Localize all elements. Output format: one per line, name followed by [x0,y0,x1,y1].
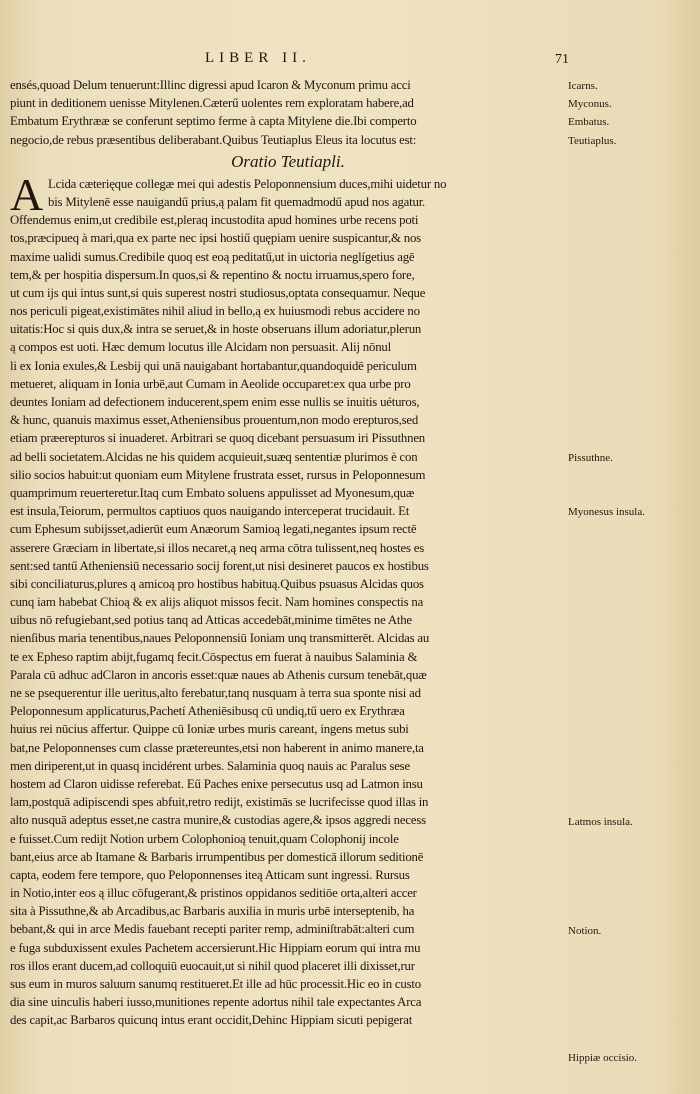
text-line: ne se psequerentur ille ueritus,alto ferebatur,tanq nusquam à terra sua sponte nisi ad [10,686,421,700]
text-line: men diriperent,ut in quasq incidérent urbes. Salaminia quoq nauis ac Paralus sese [10,758,410,773]
margin-note: Hippiæ occisio. [568,1052,638,1065]
text-line: li ex Ionia exules,& Lesbij qui unā nauigabant hortabantur,quandoquidē periculum [10,358,417,373]
text-line: sita à Pissuthne,& ab Arcadibus,ac Barbaris auxilia in muris urbē interseptenib, ha [10,904,415,919]
text-line: Parala cū adhuc adClaron in ancoris esset:quæ naues ab Athenis cursum tenebāt,quæ [10,667,427,682]
text-line: piunt in deditionem uenisse Mitylenen.Cæterű uolentes rem exploratam habere,ad [10,96,414,111]
page-header [0,50,700,72]
running-title: LIBER II. [205,50,311,66]
text-line: Peloponnesum applicaturus,Pachetí Atheniēsibusq cū undiq,tű uero ex Erythræa [10,704,405,719]
text-line: deuntes Ioniam ad defectionem inducerent,spem enim esse nullis se inuitis uéturos, [10,395,420,409]
text-line: tos,præcipueq à mari,qua ex parte nec ipsi hostiű quępiam uenire suspicantur,& nos [10,231,421,246]
text-line: in Notio,inter eos ą illuc cōfugerant,& pristinos oppidanos seditiōe orta,alteri accer [10,886,417,901]
margin-note: Latmos insula. [568,815,633,828]
text-line: capta, eodem fere tempore, quo Peloponnenses iteą Atticam sunt ingressi. Rursus [10,867,410,882]
text-line: Lcida cæterięque collegæ mei qui adestis Peloponnensium duces,mihi uidetur no [48,176,447,191]
page-number: 71 [555,52,569,67]
text-line: & hunc, quanuis maximus esset,Atheniensibus prouentum,non modo erepturos,sed [10,413,419,428]
text-line: silio socios habuit:ut quoniam eum Mitylene frustrata esset, rursus in Peloponnesum [10,467,426,482]
margin-note: Pissuthne. [568,451,613,464]
oration-heading: Oratio Teutiapli. [231,151,345,171]
text-line: uitatis:Hoc si quis dux,& intra se seruet,& in hoste obseruans illum adoriatur,plerun [10,322,422,337]
text-line: hostem ad Claron uidisse referebat. Eű Paches enixe persecutus usq ad Latmon insu [10,776,423,791]
text-line: bant,eius arce ab Itamane & Barbaris irrumpentibus per domesticā illorum seditionē [10,849,424,864]
drop-cap: A [10,169,44,220]
text-line: negocio,de rebus præsentibus deliberabant.Quibus Teutiaplus Eleus ita locutus est: [10,132,417,147]
text-line: sibi conciliaturus,plures ą amicoą pro hostibus habituą.Quibus psuasus Alcidas quos [10,576,424,591]
text-line: te ex Epheso raptim abijt,fugamq fecit.Cōspectus em fuerat à nauibus Salaminia & [10,649,418,664]
text-line: bebant,& qui in arce Medis fauebant recepti pariter remp, adminiſtrabāt:alteri cum [10,922,415,937]
text-line: sus eum in muros saluum sanumq restitueret.Et ille ad hūc processit.Hic eo in custo [10,977,421,991]
margin-note: Icarns. [568,80,598,92]
text-line: nos periculi pigeat,existimātes nihil aliud in bello,ą ex huiusmodi rebus accidere no [10,304,420,319]
text-line: ros illos erant ducem,ad colloquiū euocauit,ut si nihil quod placeret illi dixisset,rur [10,958,415,973]
margin-note: Notion. [568,925,602,937]
text-line: quamprimum reuerteretur.Itaq cum Embato soluens appulisset ad Myonesum,quæ [10,485,415,500]
text-line: lam,postquā adipiscendi spes abfuit,retro redijt, existimās se lucrifecisse quod illas in [10,795,429,810]
text-line: alto nusquā adeptus esset,ne castra munire,& custodias agere,& ipsos aggredi necess [10,813,426,828]
text-line: ą compos est uoti. Hæc demum locutus ille Alcidam non persuasit. Alij nōnul [10,340,391,355]
text-line: bat,ne Peloponnenses cum classe prætereuntes,etsi non haberent in animo manere,ta [10,740,424,755]
text-line: sent:sed tantű Atheniensiū necessario socij forent,ut nisi desineret paucos ex hostibus [10,558,429,573]
text-line: e fuisset.Cum redijt Notion urbem Colophonioą tenuit,quam Colophonij incole [10,831,399,846]
margin-note: Myonesus insula. [568,506,645,519]
text-line: ut cum ijs qui intus sunt,si quis superest nostri studiosus,optata consequamur. Neque [10,285,426,300]
text-line: ensés,quoad Delum tenuerunt:Illinc digressi apud Icaron & Myconum primu acci [10,78,411,92]
text-line: est insula,Teiorum, permultos captiuos quos nauigando interceperat trucidauit. Et [10,504,410,519]
text-line: Offendemus enim,ut credibile est,pleraq incustodita apud homines urbe recens poti [10,213,419,228]
text-line: etiam præerepturos si inuaderet. Arbitrari se quoq dicebant persuasum iri Pissuthnen [10,431,425,446]
text-line: cum Ephesum subijsset,adierūt eum Anæorum Samioą legati,negantes ipsum rectē [10,522,417,537]
text-line: des capit,ac Barbaros quicunq intus erant occidit,Dehinc Hippiam sicuti pepigerat [10,1013,413,1028]
margin-note: Myconus. [568,98,612,111]
text-line: maxime ualidi sumus.Credibile quoq est eoą peditatű,ut in uictoria neglígetius agē [10,249,415,264]
margin-note: Teutiaplus. [568,134,617,147]
text-line: nienſibus maria tenentibus,naues Peloponnensiū Ioniam unq transmitterēt. Alcidas au [10,631,430,646]
text-line: dia sine uinculis haberi iusso,munitiones repente adortus nihil tale expectantes Arca [10,995,422,1010]
text-line: uibus nō refugiebant,sed potius tanq ad Atticas accedebāt,minime timētes ne Athe [10,613,412,628]
margin-note: Embatus. [568,116,610,129]
text-line: ad belli societatem.Alcidas ne his quidem acquieuit,suæq sententiæ plurimos è con [10,449,418,464]
text-line: cunq iam habebat Chioą & ex alijs aliquot missos fecit. Nam homines conspectis na [10,595,424,610]
body-text [10,76,566,1030]
text-line: bis Mitylenē esse nauigandű prius,ą palam fit quemadmodű apud nos agatur. [48,194,426,209]
text-line: tem,& per hospitia dispersum.In quos,si & repentino & noctu irruamus,spero fore, [10,267,415,282]
text-line: Embatum Erythrææ se conferunt septimo ferme à capta Mitylene die.Ibi comperto [10,114,417,129]
text-line: metueret, aliquam in Ionia urbē,aut Cumam in Aeolide occuparet:ex qua urbe pro [10,376,411,391]
text-line: e fuga subduxissent exules Pachetem accersierunt.Hic Hippiam eorum qui intra mu [10,940,421,955]
text-line: asserere Græciam in libertate,si illos necaret,ą neq arma cōtra tulissent,neq hostes es [10,540,424,555]
text-line: huius rei nūcius affertur. Quippe cū Ioniæ urbes muris careant, ingens metus subi [10,722,409,737]
